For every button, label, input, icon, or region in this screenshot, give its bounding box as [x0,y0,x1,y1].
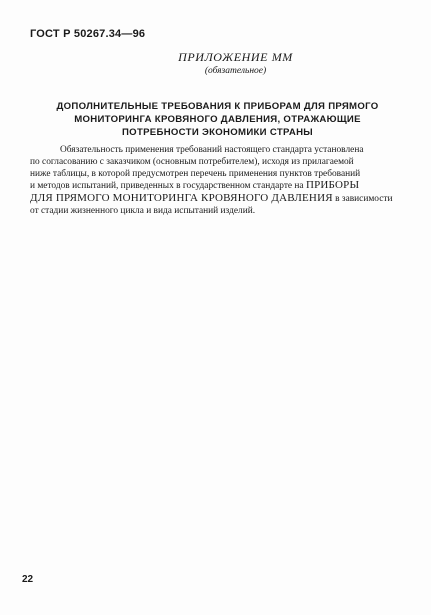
standard-name-part-2: ДЛЯ ПРЯМОГО МОНИТОРИНГА КРОВЯНОГО ДАВЛЕНИЯ [30,192,333,205]
paragraph-line-3: ниже таблицы, в которой предусмотрен перечень применения пунктов требований [30,168,361,179]
heading-line-2: МОНИТОРИНГА КРОВЯНОГО ДАВЛЕНИЯ, ОТРАЖАЮЩИЕ [74,114,361,125]
paragraph-line-4-text: и методов испытаний, приведенных в государственном стандарте на [30,181,306,192]
heading-line-1: ДОПОЛНИТЕЛЬНЫЕ ТРЕБОВАНИЯ К ПРИБОРАМ ДЛЯ ПРЯМОГО [56,101,379,112]
body-paragraph [30,145,410,218]
paragraph-line-5-text: в зависимости [332,194,393,205]
paragraph-line-1: Обязательность применения требований настоящего стандарта установлена [60,145,364,155]
page-number: 22 [22,574,34,585]
appendix-subtitle: (обязательное) [204,66,267,76]
paragraph-line-6: от стадии жизненного цикла и вида испытаний изделий. [30,205,256,216]
document-code: ГОСТ Р 50267.34—96 [30,28,146,40]
paragraph-line-2: по согласованию с заказчиком (основным потребителем), исходя из прилагаемой [30,156,354,167]
appendix-title: ПРИЛОЖЕНИЕ ММ [178,50,293,64]
heading-line-3: ПОТРЕБНОСТИ ЭКОНОМИКИ СТРАНЫ [121,127,313,138]
paragraph-line-5 [30,193,410,206]
standard-name-part-1: ПРИБОРЫ [305,179,360,192]
section-heading [30,100,405,139]
